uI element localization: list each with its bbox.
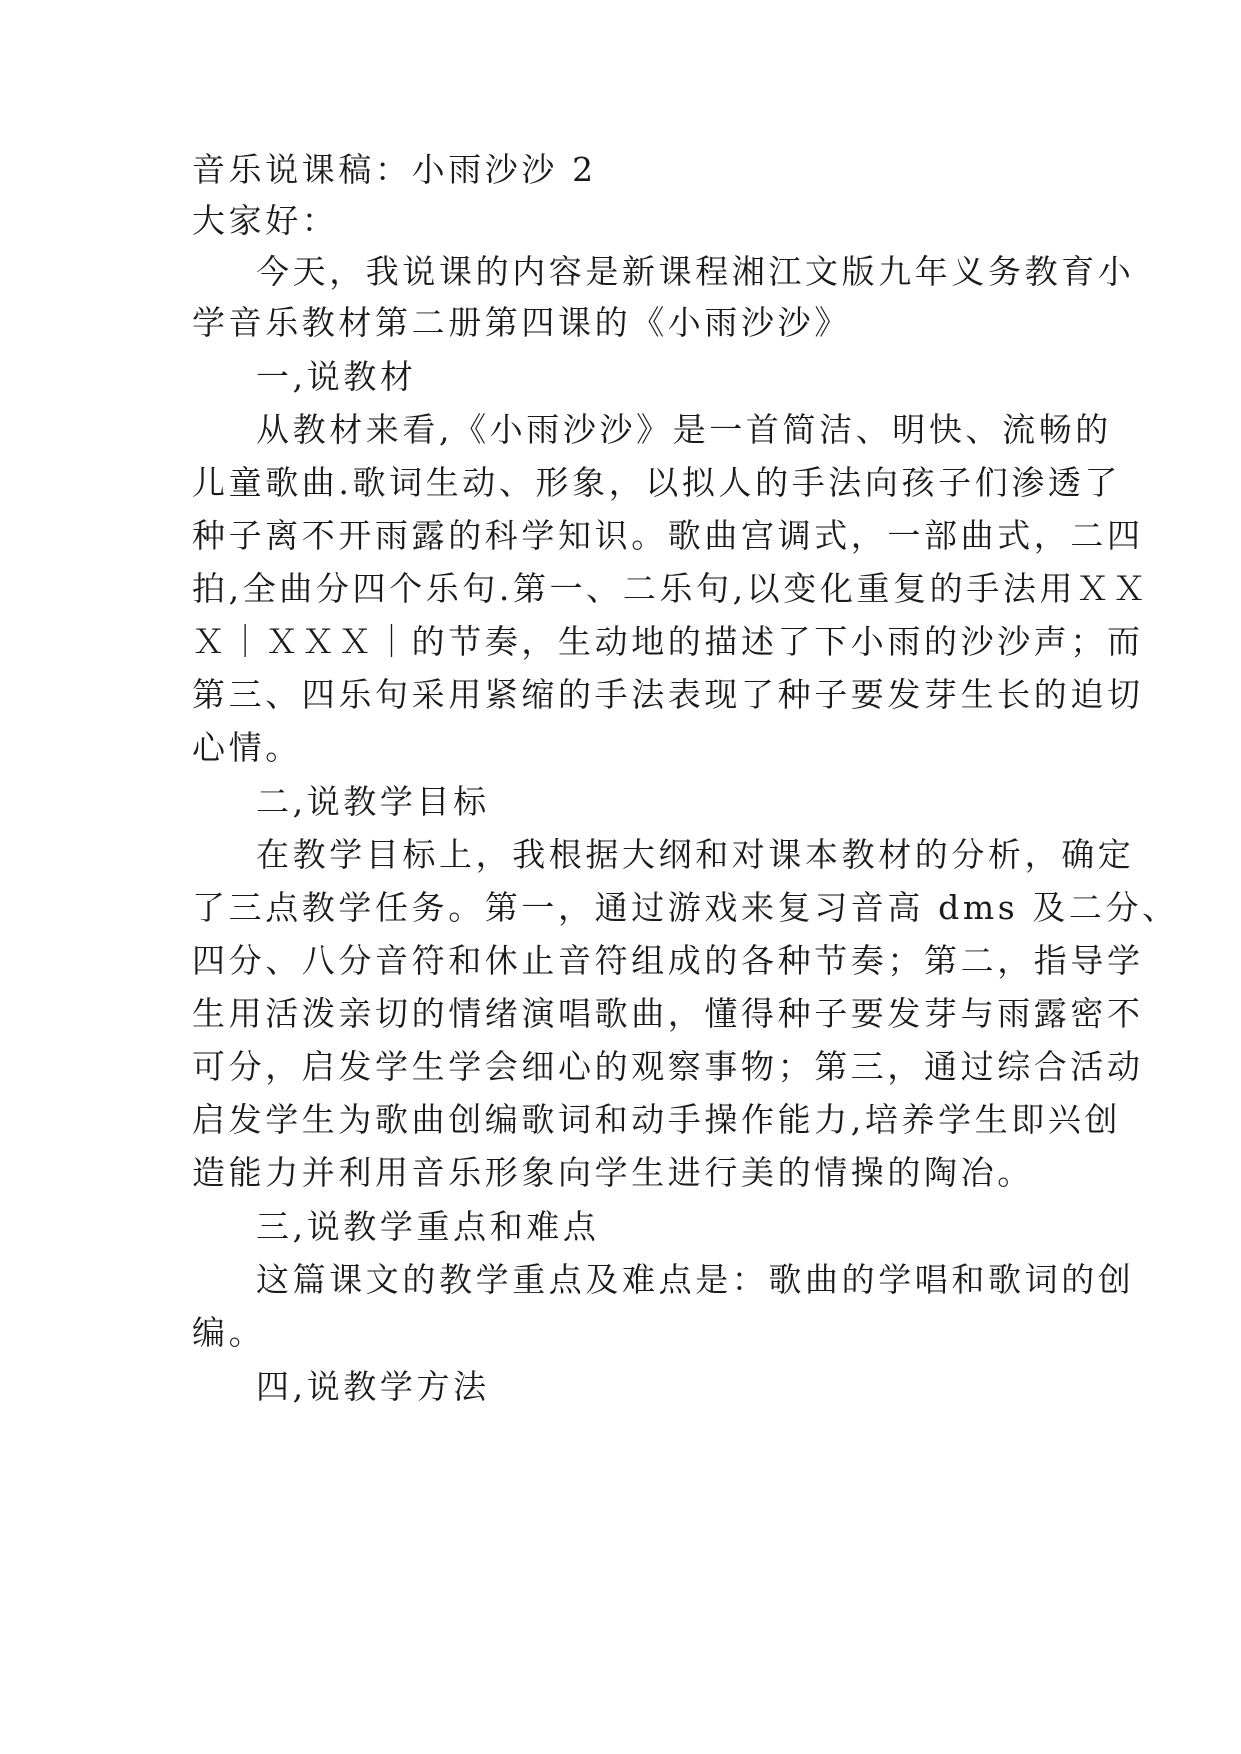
paragraph-intro-line-2: 学音乐教材第二册第四课的《小雨沙沙》	[192, 303, 851, 342]
paragraph-goals-line-6: 启发学生为歌曲创编歌词和动手操作能力,培养学生即兴创	[192, 1100, 1122, 1139]
paragraph-textbook-line-6: 第三、四乐句采用紧缩的手法表现了种子要发芽生长的迫切	[192, 675, 1144, 714]
paragraph-textbook-line-4: 拍,全曲分四个乐句.第一、二乐句,以变化重复的手法用ＸＸ	[192, 569, 1150, 608]
document-title: 音乐说课稿：小雨沙沙 2	[192, 150, 597, 189]
paragraph-goals-line-5: 可分，启发学生学会细心的观察事物；第三，通过综合活动	[192, 1047, 1144, 1086]
paragraph-focus-line-1: 这篇课文的教学重点及难点是：歌曲的学唱和歌词的创	[256, 1260, 1135, 1299]
paragraph-textbook-line-1: 从教材来看,《小雨沙沙》是一首简洁、明快、流畅的	[256, 410, 1112, 449]
section-heading-textbook: 一,说教材	[256, 357, 417, 396]
paragraph-goals-line-2: 了三点教学任务。第一，通过游戏来复习音高 dms 及二分、	[192, 888, 1179, 927]
paragraph-goals-line-3: 四分、八分音符和休止音符组成的各种节奏；第二，指导学	[192, 941, 1144, 980]
paragraph-textbook-line-7: 心情。	[192, 728, 302, 767]
section-heading-methods: 四,说教学方法	[256, 1367, 490, 1406]
greeting-line: 大家好：	[192, 201, 339, 240]
paragraph-textbook-line-5: Ｘ｜ＸＸＸ｜的节奏，生动地的描述了下小雨的沙沙声；而	[192, 622, 1144, 661]
section-heading-focus: 三,说教学重点和难点	[256, 1207, 600, 1246]
paragraph-goals-line-4: 生用活泼亲切的情绪演唱歌曲，懂得种子要发芽与雨露密不	[192, 994, 1144, 1033]
paragraph-textbook-line-2: 儿童歌曲.歌词生动、形象，以拟人的手法向孩子们渗透了	[192, 463, 1122, 502]
paragraph-goals-line-7: 造能力并利用音乐形象向学生进行美的情操的陶冶。	[192, 1153, 1034, 1192]
paragraph-textbook-line-3: 种子离不开雨露的科学知识。歌曲宫调式，一部曲式，二四	[192, 516, 1144, 555]
paragraph-goals-line-1: 在教学目标上，我根据大纲和对课本教材的分析，确定	[256, 835, 1135, 874]
paragraph-intro-line-1: 今天，我说课的内容是新课程湘江文版九年义务教育小	[256, 252, 1135, 291]
paragraph-focus-line-2: 编。	[192, 1313, 266, 1352]
section-heading-goals: 二,说教学目标	[256, 782, 490, 821]
